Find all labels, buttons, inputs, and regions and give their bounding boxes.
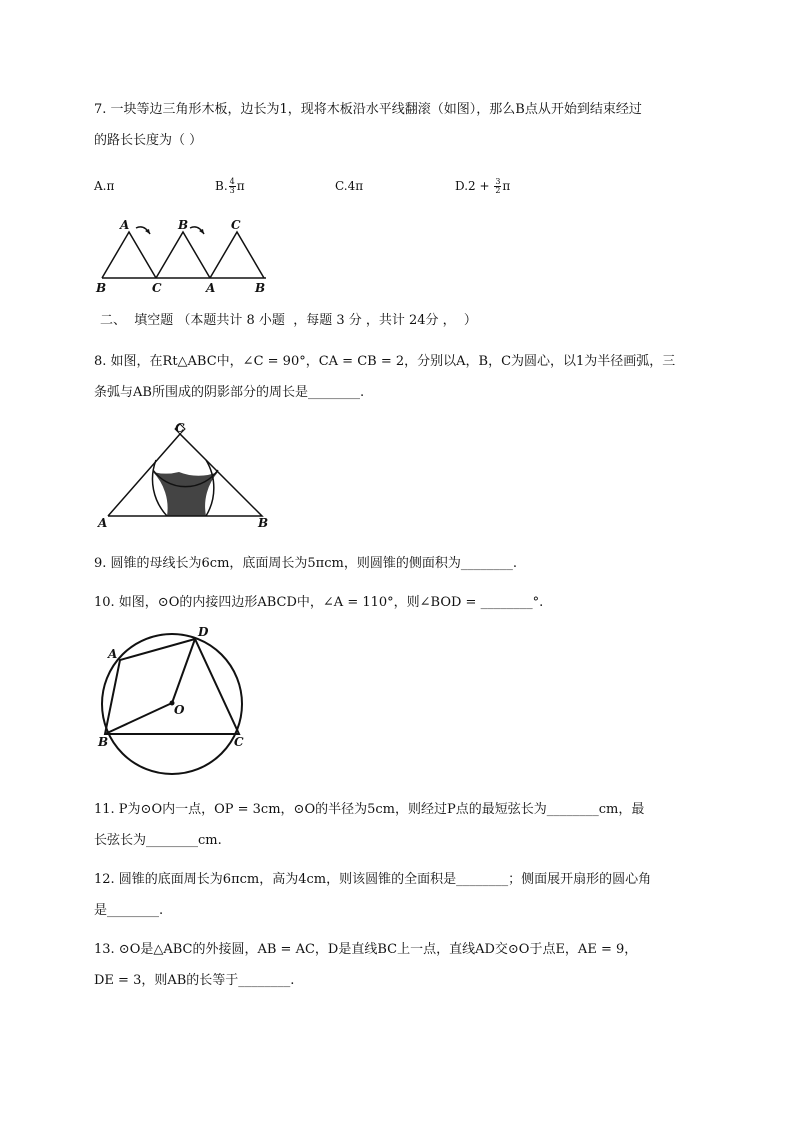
q7-option-b-fraction: [229, 178, 236, 195]
q7-option-d-denominator: 2: [495, 186, 501, 195]
q7-option-b: [215, 176, 245, 196]
section-header-fill-in-blank: 二、 填空题 （本题共计 8 小题 ，每题 3 分 ，共计 24分 ， ）: [100, 313, 477, 328]
q7-label-B2: B: [96, 281, 107, 295]
q12-text-line2: 是________.: [94, 903, 164, 918]
q7-label-B1: B: [178, 218, 189, 232]
q12-text-line1: 12. 圆锥的底面周长为6πcm，高为4cm，则该圆锥的全面积是________；侧面展开扇形的圆心角: [94, 872, 652, 887]
q7-option-d: [455, 176, 510, 196]
q8-text-line1: 8. 如图，在Rt△ABC中，∠C = 90°，CA = CB = 2，分别以A，B，C为圆心，以1为半径画弧，三: [94, 354, 676, 369]
q7-label-C1: C: [231, 218, 241, 232]
q7-text-line1: 7. 一块等边三角形木板，边长为1，现将木板沿水平线翻滚（如图），那么B点从开始到结束经过: [94, 102, 642, 117]
q11-text-line1: 11. P为⊙O内一点，OP = 3cm，⊙O的半径为5cm，则经过P点的最短弦长为________cm，最: [94, 802, 645, 817]
q7-label-A1: A: [120, 218, 130, 232]
q7-option-d-suffix: π: [502, 179, 511, 193]
q8-label-C: C: [175, 421, 185, 435]
q10-figure-inscribed-quadrilateral: [94, 622, 254, 777]
q7-option-b-numerator: 4: [229, 177, 235, 186]
q10-label-A: A: [108, 647, 118, 661]
q7-option-b-prefix: B.: [215, 179, 228, 193]
q10-label-D: D: [198, 625, 209, 639]
q7-label-B3: B: [255, 281, 266, 295]
q8-label-B: B: [258, 516, 269, 530]
q10-text-line1: 10. 如图，⊙O的内接四边形ABCD中，∠A = 110°，则∠BOD = ________°.: [94, 595, 544, 610]
q8-shaded-region: [153, 472, 218, 516]
q7-figure-rolling-triangles: [92, 212, 272, 296]
q11-text-line2: 长弦长为________cm.: [94, 833, 222, 848]
q9-text-line1: 9. 圆锥的母线长为6cm，底面周长为5πcm，则圆锥的侧面积为________.: [94, 556, 517, 571]
q7-option-d-fraction: [494, 178, 501, 195]
q8-text-line2: 条弧与AB所围成的阴影部分的周长是________.: [94, 385, 365, 400]
q7-label-A2: A: [206, 281, 216, 295]
q7-option-a: A.π: [94, 179, 115, 193]
q7-option-d-prefix: D.2 +: [455, 179, 494, 193]
q10-label-O: O: [174, 703, 185, 717]
q7-label-C2: C: [152, 281, 162, 295]
q7-option-b-suffix: π: [236, 179, 245, 193]
q13-text-line1: 13. ⊙O是△ABC的外接圆，AB = AC，D是直线BC上一点，直线AD交⊙O于点E，AE = 9，: [94, 942, 638, 957]
q8-figure-right-triangle-arcs: [96, 420, 274, 532]
q13-text-line2: DE = 3，则AB的长等于________.: [94, 973, 295, 988]
q10-label-C: C: [234, 735, 244, 749]
q7-option-b-denominator: 3: [229, 186, 235, 195]
q7-option-c: C.4π: [335, 179, 364, 193]
q7-text-line2: 的路长长度为（ ）: [94, 133, 203, 148]
q10-label-B: B: [98, 735, 109, 749]
q7-option-d-numerator: 3: [495, 177, 501, 186]
q8-label-A: A: [98, 516, 108, 530]
